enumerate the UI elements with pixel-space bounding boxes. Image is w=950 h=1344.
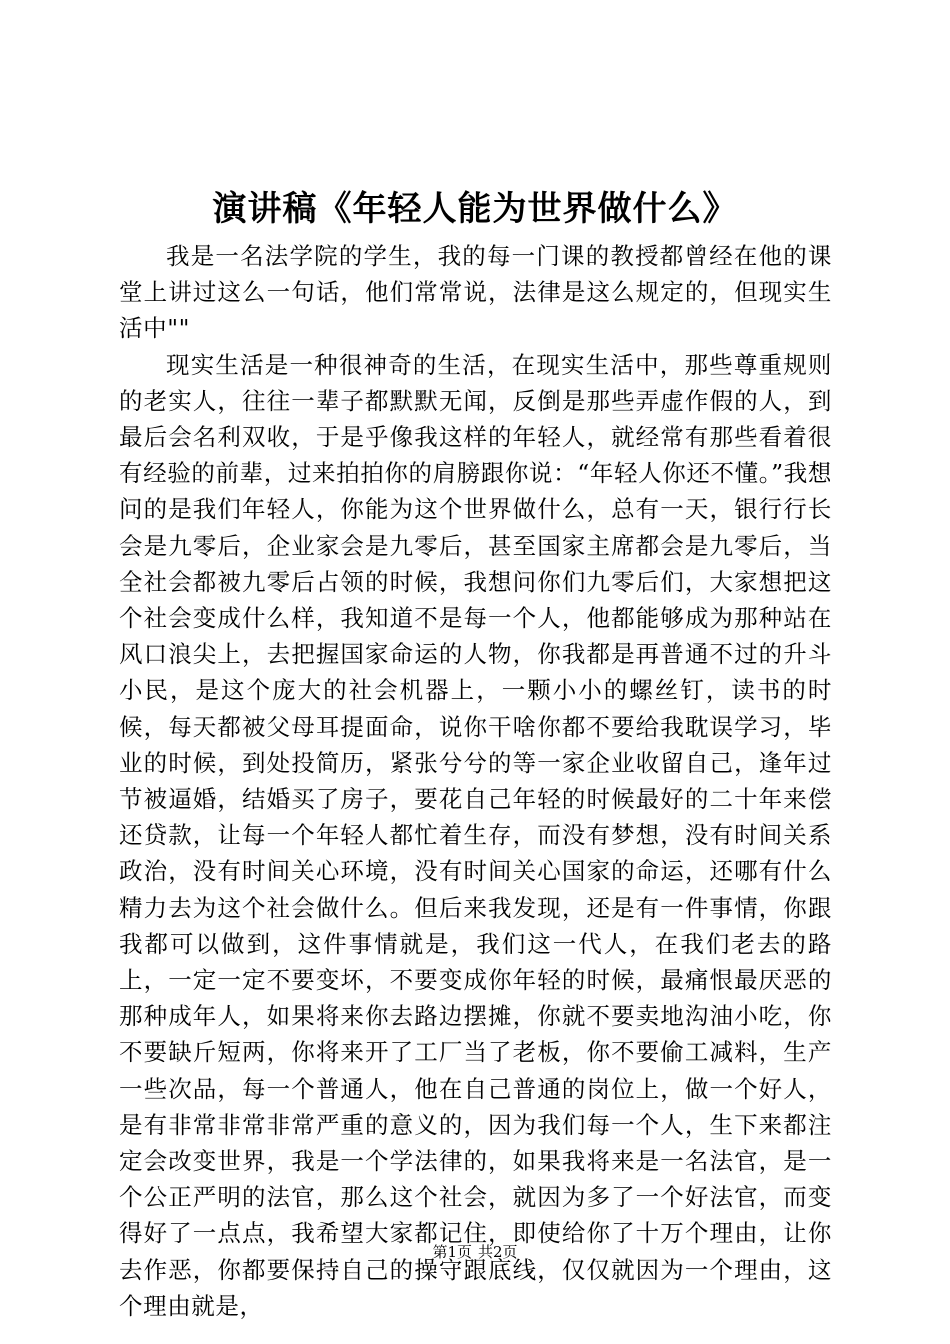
paragraph-2: 现实生活是一种很神奇的生活，在现实生活中，那些尊重规则的老实人，往往一辈子都默默无闻，反倒是那些弄虚作假的人，到最后会名利双收，于是乎像我这样的年轻人，就经常有那些看着很有经验的前辈，过来拍拍你的肩膀跟你说：“年轻人你还不懂。”我想问的是我们年轻人，你能为这个世界做什么，总有一天，银行行长会是九零后，企业家会是九零后，甚至国家主席都会是九零后，当全社会都被九零后占领的时候，我想问你们九零后们，大家想把这个社会变成什么样，我知道不是每一个人，他都能够成为那种站在风口浪尖上，去把握国家命运的人物，你我都是再普通不过的升斗小民，是这个庞大的社会机器上，一颗小小的螺丝钉，读书的时候，每天都被父母耳提面命，说你干啥你都不要给我耽误学习，毕业的时候，到处投简历，紧张兮兮的等一家企业收留自己，逢年过节被逼婚，结婚买了房子，要花自己年轻的时候最好的二十年来偿还贷款，让每一个年轻人都忙着生存，而没有梦想，没有时间关系政治，没有时间关心环境，没有时间关心国家的命运，还哪有什么精力去为这个社会做什么。但后来我发现，还是有一件事情，你跟我都可以做到，这件事情就是，我们这一代人，在我们老去的路上，一定一定不要变坏，不要变成你年轻的时候，最痛恨最厌恶的那种成年人，如果将来你去路边摆摊，你就不要卖地沟油小吃，你不要缺斤短两，你将来开了工厂当了老板，你不要偷工减料，生产一些次品，每一个普通人，他在自己普通的岗位上，做一个好人，是有非常非常非常严重的意义的，因为我们每一个人，生下来都注定会改变世界，我是一个学法律的，如果我将来是一名法官，是一个公正严明的法官，那么这个社会，就因为多了一个好法官，而变得好了一点点，我希望大家都记住，即使给你了十万个理由，让你去作恶，你都要保持自己的操守跟底线，仅仅就因为一个理由，这个理由就是， <box>119 350 832 1320</box>
page-title: 演讲稿《年轻人能为世界做什么》 <box>212 189 738 229</box>
page-footer <box>0 1242 950 1262</box>
page-number: 第1页 <box>432 1243 472 1261</box>
paragraph-1: 我是一名法学院的学生，我的每一门课的教授都曾经在他的课堂上讲过这么一句话，他们常常说，法律是这么规定的，但现实生活中"" <box>119 242 832 343</box>
document-body <box>119 238 832 1324</box>
page-total: 共2页 <box>478 1243 518 1261</box>
